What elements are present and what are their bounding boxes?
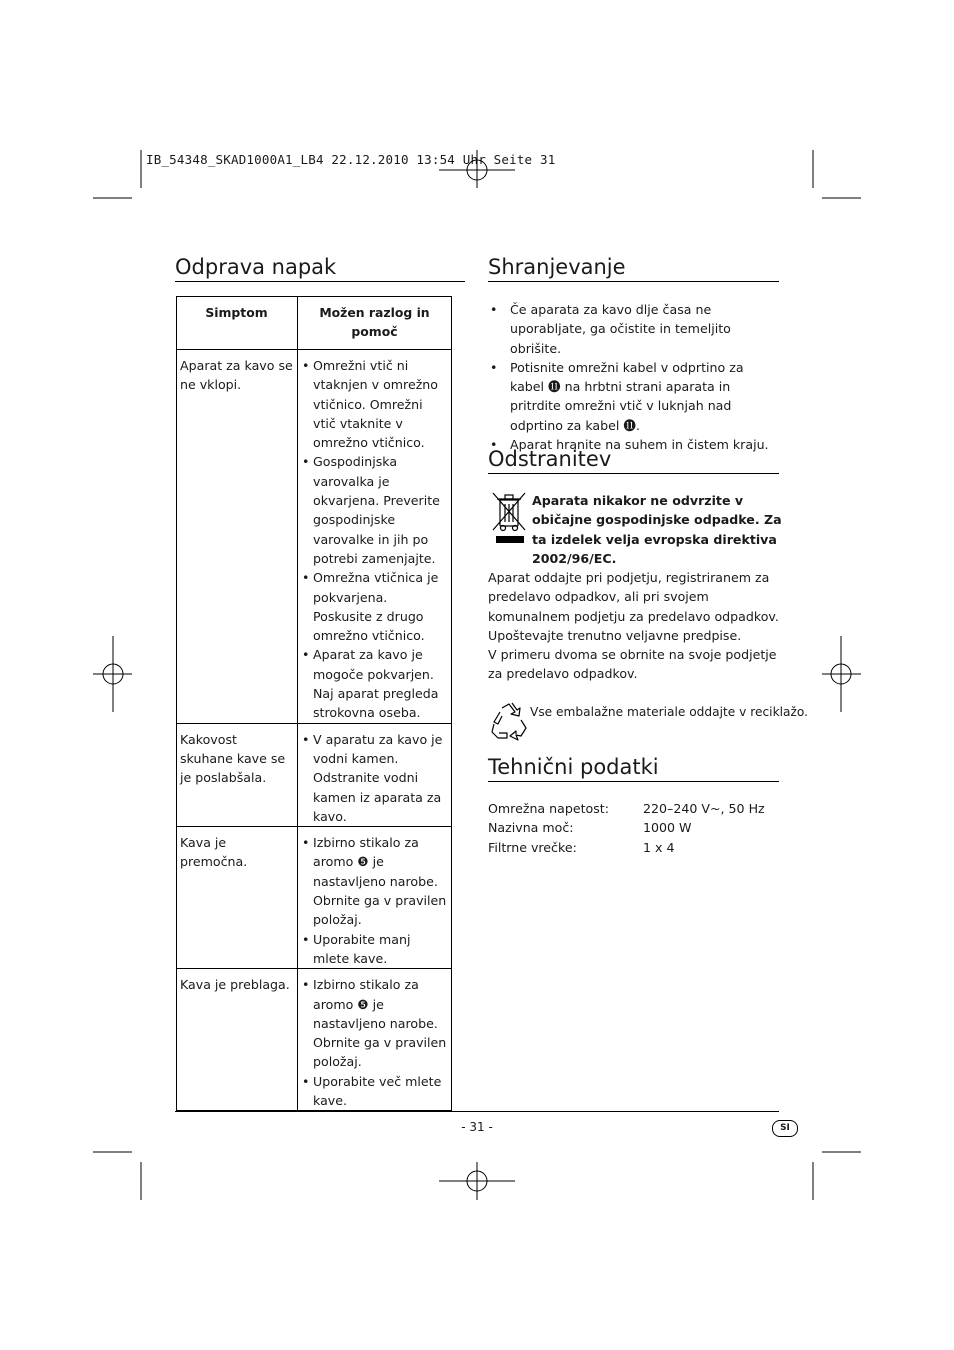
remedy-item: • V aparatu za kavo je vodni kamen. Odstranite vodni kamen iz aparata za kavo.	[302, 730, 448, 826]
remedy-item: • Uporabite več mlete kave.	[302, 1072, 448, 1111]
table-header-row	[177, 297, 452, 350]
tech-specs	[488, 799, 765, 857]
remedy-list	[302, 975, 448, 1110]
remedy-item: • Omrežni vtič ni vtaknjen v omrežno vtičnico. Omrežni vtič vtaknite v omrežno vtičnico.	[302, 356, 448, 452]
tech-title: Tehnični podatki	[488, 755, 659, 779]
disposal-paragraph: Aparat oddajte pri podjetju, registriranem za predelavo odpadkov, ali pri svojem komunalnem podjetju za predelavo odpadkov.	[488, 570, 779, 624]
tech-rule	[488, 781, 779, 782]
table-row	[177, 350, 452, 724]
language-badge: SI	[772, 1120, 798, 1137]
disposal-title: Odstranitev	[488, 447, 612, 471]
remedy-item: • Izbirno stikalo za aromo ❺ je nastavljeno narobe. Obrnite ga v pravilen položaj.	[302, 975, 448, 1071]
spec-label: Nazivna moč:	[488, 820, 574, 836]
page-number: - 31 -	[461, 1120, 493, 1134]
footer-rule	[175, 1111, 779, 1112]
troubleshooting-table	[176, 296, 452, 1111]
storage-rule	[488, 281, 779, 282]
spec-value: 1 x 4	[643, 839, 675, 855]
spec-value: 1000 W	[643, 820, 692, 836]
spec-label: Omrežna napetost:	[488, 801, 609, 816]
table-row	[177, 723, 452, 826]
spec-row	[488, 838, 765, 857]
col-remedy-header: Možen razlog in pomoč	[319, 305, 430, 340]
remedy-list	[302, 833, 448, 968]
disposal-rule	[488, 473, 779, 474]
symptom-cell: Kava je preblaga.	[180, 977, 290, 993]
storage-list	[488, 300, 780, 454]
storage-title: Shranjevanje	[488, 255, 626, 279]
disposal-doubt: V primeru dvoma se obrnite na svoje podjetje za predelavo odpadkov.	[488, 647, 777, 682]
symptom-cell: Kakovost skuhane kave se je poslabšala.	[180, 731, 286, 786]
disposal-warning: Aparata nikakor ne odvrzite v običajne gospodinjske odpadke. Za ta izdelek velja evropska direktiva 2002/96/EC.	[532, 493, 782, 566]
remedy-item: • Aparat za kavo je mogoče pokvarjen. Naj aparat pregleda strokovna oseba.	[302, 645, 448, 722]
spec-label: Filtrne vrečke:	[488, 839, 577, 855]
remedy-list	[302, 730, 448, 826]
symptom-cell: Kava je premočna.	[180, 835, 248, 870]
storage-item: • Potisnite omrežni kabel v odprtino za kabel ⓫ na hrbtni strani aparata in pritrdite omrežni vtič v luknjah nad odprtino za kabel ⓫.	[488, 358, 780, 435]
crossed-out-bin-icon	[490, 490, 528, 546]
storage-item: • Če aparata za kavo dlje časa ne uporabljate, ga očistite in temeljito obrišite.	[488, 300, 780, 358]
col-symptom-header: Simptom	[205, 305, 268, 320]
symptom-cell: Aparat za kavo se ne vklopi.	[180, 358, 293, 393]
remedy-item: • Gospodinjska varovalka je okvarjena. Preverite gospodinjske varovalke in jih po potrebi zamenjajte.	[302, 452, 448, 568]
remedy-item: • Omrežna vtičnica je pokvarjena. Poskusite z drugo omrežno vtičnico.	[302, 568, 448, 645]
troubleshooting-title: Odprava napak	[175, 255, 337, 279]
remedy-item: • Uporabite manj mlete kave.	[302, 930, 448, 969]
table-row	[177, 969, 452, 1111]
spec-value: 220–240 V~, 50 Hz	[643, 801, 765, 816]
remedy-item: • Izbirno stikalo za aromo ❺ je nastavljeno narobe. Obrnite ga v pravilen položaj.	[302, 833, 448, 929]
storage-item: • Aparat hranite na suhem in čistem kraju.	[488, 435, 780, 454]
table-row	[177, 827, 452, 969]
recycle-icon	[490, 702, 528, 742]
spec-row	[488, 799, 765, 818]
spec-row	[488, 818, 765, 837]
disposal-regulations: Upoštevajte trenutno veljavne predpise.	[488, 627, 742, 643]
recycle-text: Vse embalažne materiale oddajte v reciklažo.	[530, 705, 808, 719]
print-header: IB_54348_SKAD1000A1_LB4 22.12.2010 13:54 Uhr Seite 31	[146, 152, 556, 167]
troubleshooting-rule	[175, 281, 465, 282]
remedy-list	[302, 356, 448, 723]
